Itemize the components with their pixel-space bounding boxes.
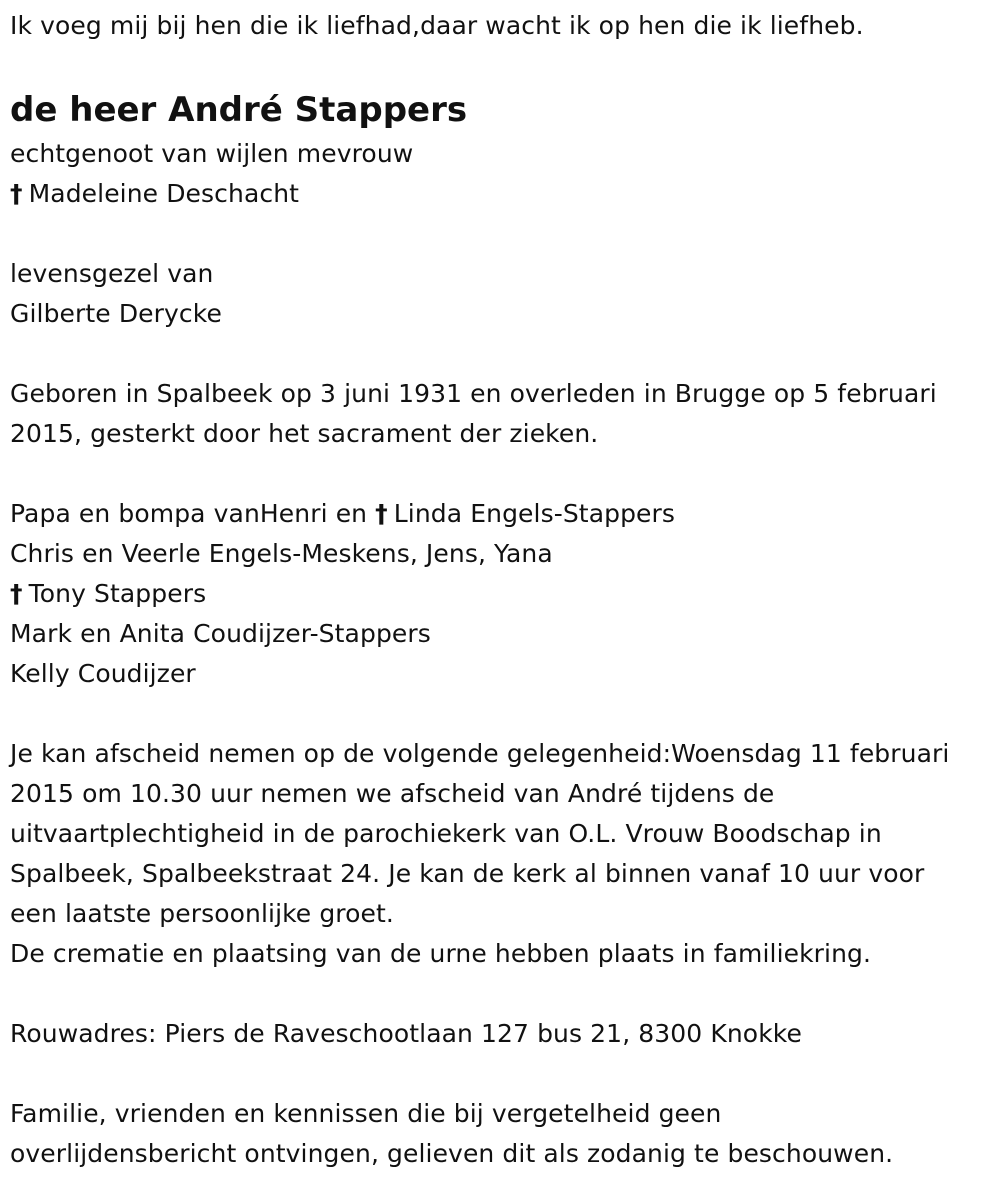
mourning-address: Rouwadres: Piers de Raveschootlaan 127 bus 21, 8300 Knokke [10,1019,802,1048]
family-line-1 [10,494,675,534]
birth-line-1: Geboren in Spalbeek op 3 juni 1931 en overleden in Brugge op 5 februari [10,379,937,408]
family-line-1-suffix: Linda Engels-Stappers [393,499,676,528]
cross-icon: † [10,579,23,608]
motto: Ik voeg mij bij hen die ik liefhad,daar wacht ik op hen die ik liefheb. [10,11,864,40]
spouse-name: Madeleine Deschacht [28,179,300,208]
family-line-3-text: Tony Stappers [28,579,207,608]
farewell-line-3: uitvaartplechtigheid in de parochiekerk van O.L. Vrouw Boodschap in [10,819,882,848]
cross-icon: † [375,499,388,528]
family-line-4: Mark en Anita Coudijzer-Stappers [10,619,431,648]
closing-line-2: overlijdensbericht ontvingen, gelieven dit als zodanig te beschouwen. [10,1139,894,1168]
farewell-line-1: Je kan afscheid nemen op de volgende gelegenheid:Woensdag 11 februari [10,739,950,768]
farewell-line-2: 2015 om 10.30 uur nemen we afscheid van André tijdens de [10,779,775,808]
family-line-3 [10,574,206,614]
family-line-2: Chris en Veerle Engels-Meskens, Jens, Yana [10,539,553,568]
deceased-name: de heer André Stappers [10,90,468,130]
spouse-name-line [10,174,299,214]
spouse-label: echtgenoot van wijlen mevrouw [10,139,414,168]
closing-line-1: Familie, vrienden en kennissen die bij vergetelheid geen [10,1099,722,1128]
farewell-line-6: De crematie en plaatsing van de urne hebben plaats in familiekring. [10,939,872,968]
farewell-line-5: een laatste persoonlijke groet. [10,899,394,928]
cross-icon: † [10,179,23,208]
family-line-5: Kelly Coudijzer [10,659,196,688]
farewell-line-4: Spalbeek, Spalbeekstraat 24. Je kan de kerk al binnen vanaf 10 uur voor [10,859,925,888]
partner-label: levensgezel van [10,259,214,288]
birth-line-2: 2015, gesterkt door het sacrament der zieken. [10,419,599,448]
family-line-1-prefix: Papa en bompa vanHenri en [10,499,368,528]
partner-name: Gilberte Derycke [10,299,222,328]
